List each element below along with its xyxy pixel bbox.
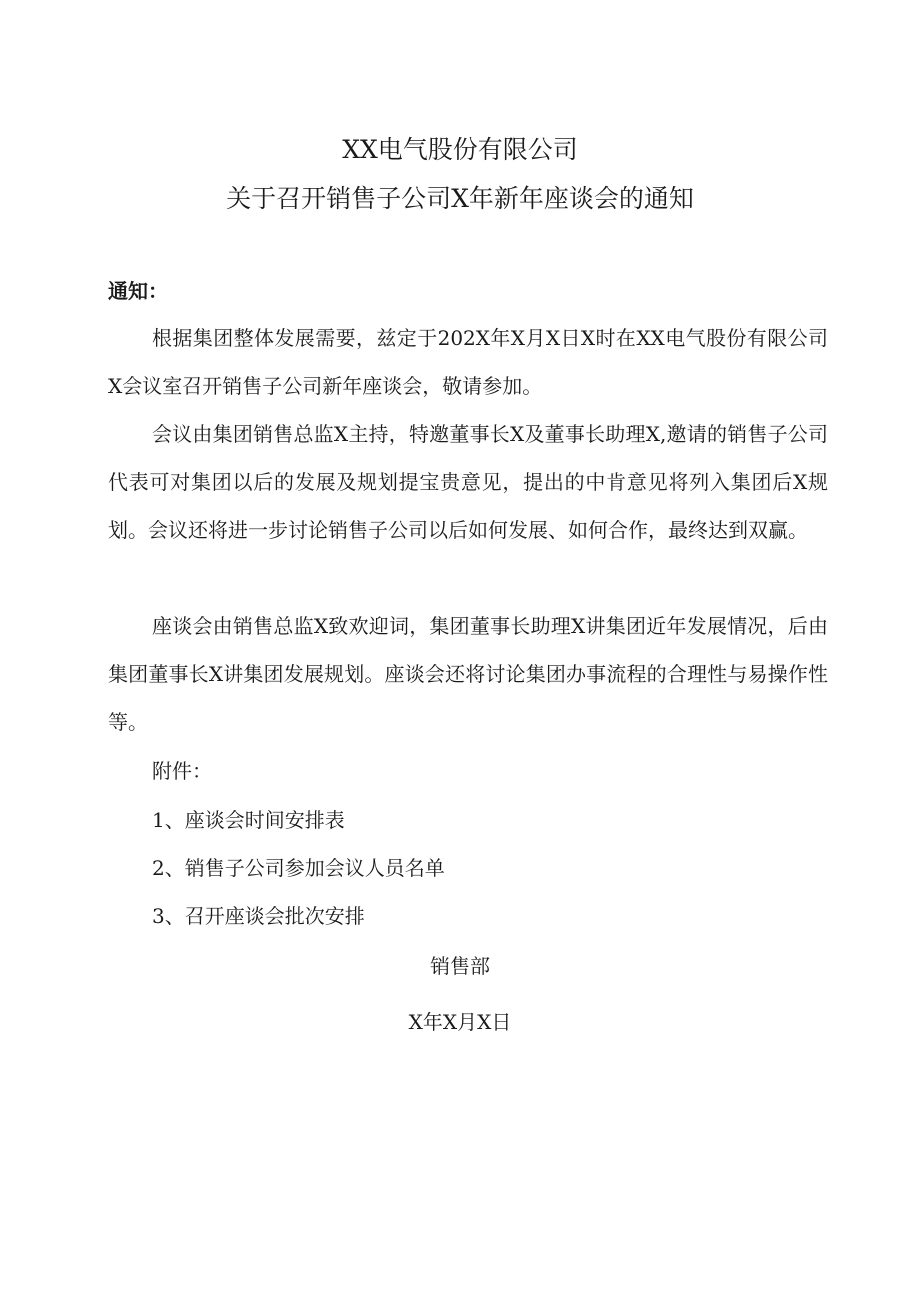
attachment-item: 3、召开座谈会批次安排 — [152, 904, 365, 928]
notice-greeting: 通知： — [108, 279, 168, 303]
notice-subject: 关于召开销售子公司X年新年座谈会的通知 — [226, 184, 694, 213]
company-title: XX电气股份有限公司 — [342, 135, 578, 164]
attachment-item: 1、座谈会时间安排表 — [152, 808, 345, 832]
paragraph-agenda: 座谈会由销售总监X致欢迎词，集团董事长助理X讲集团近年发展情况，后由集团董事长X讲集团发展规划。座谈会还将讨论集团办事流程的合理性与易操作性等。 — [108, 614, 828, 734]
signature-date: X年X月X日 — [408, 1010, 512, 1034]
paragraph-meeting-time: 根据集团整体发展需要，兹定于202X年X月X日X时在XX电气股份有限公司X会议室召开销售子公司新年座谈会，敬请参加。 — [108, 326, 828, 398]
attachments-label: 附件： — [152, 759, 212, 783]
paragraph-meeting-host: 会议由集团销售总监X主持，特邀董事长X及董事长助理X,邀请的销售子公司代表可对集团以后的发展及规划提宝贵意见，提出的中肯意见将列入集团后X规划。会议还将进一步讨论销售子公司以后如何发展、如何合作，最终达到双赢。 — [108, 422, 828, 542]
signature-department: 销售部 — [430, 954, 490, 978]
attachment-item: 2、销售子公司参加会议人员名单 — [152, 856, 445, 880]
